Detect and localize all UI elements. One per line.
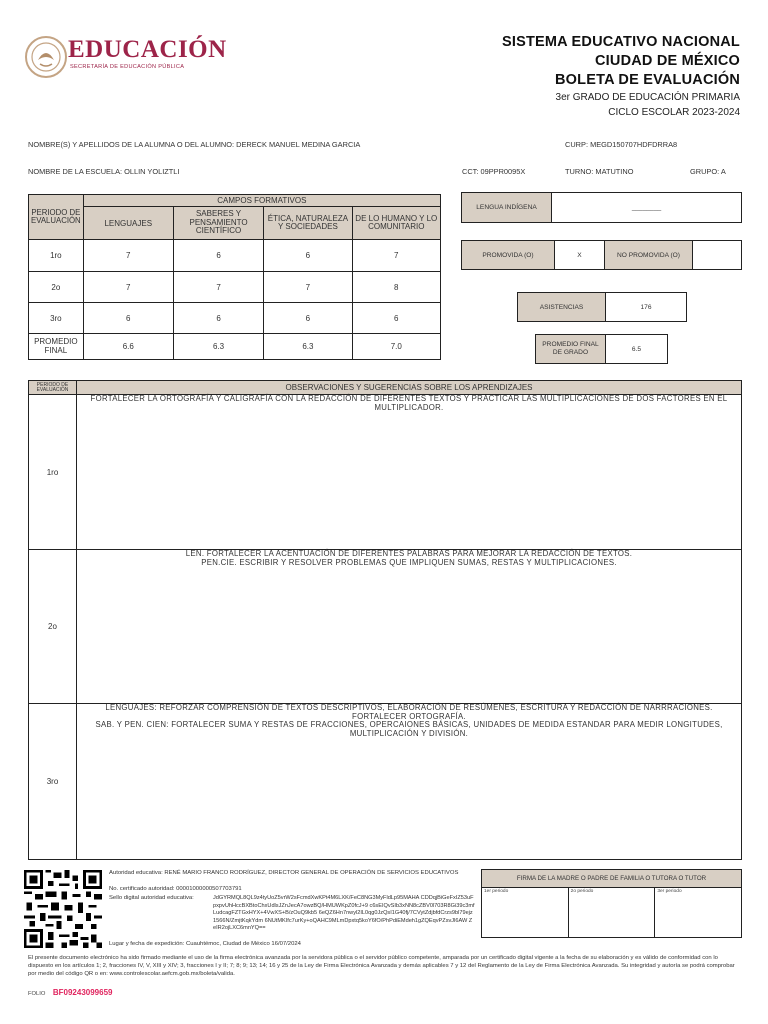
final-average-label: PROMEDIO FINAL DE GRADO (536, 335, 606, 363)
school-name: OLLIN YOLIZTLI (124, 167, 180, 176)
grade-cell: 7 (264, 272, 352, 303)
group-label: GRUPO: (690, 167, 720, 176)
promoted-box (461, 240, 742, 270)
qr-code-icon (24, 869, 102, 949)
seal-icon (24, 34, 68, 80)
cct-label: CCT: (462, 167, 479, 176)
signature-period: 2o periodo (569, 888, 656, 938)
final-average-value: 6.5 (631, 345, 642, 353)
shift-value: MATUTINO (595, 167, 634, 176)
cct-row (462, 167, 525, 176)
grade-cell: 7 (83, 272, 173, 303)
table-row (29, 704, 742, 860)
authority: Autoridad educativa: RENÉ MARIO FRANCO RODRÍGUEZ, DIRECTOR GENERAL DE OPERACIÓN DE SERVICIOS EDUCATIVOS (109, 870, 459, 876)
not-promoted-label: NO PROMOVIDA (O) (605, 241, 693, 269)
table-row (29, 334, 441, 360)
obs-text: LENGUAJES: REFORZAR COMPRENSIÓN DE TEXTOS DESCRIPTIVOS, ELABORACIÓN DE RESÚMENES, ESCRITURA Y REDACCIÓN DE NARRRACIONES. FORTALECER ORTOGRAFÍA. SAB. Y PEN. CIEN: FORTALECER SUMA Y RESTAS DE FRACCIONES, OPERCAIONES BÁSICAS, UNIDADES DE MEDIDA ESTANDAR PARA MEDIR LONGITUDES, MULTIPLICACIÓN Y DIVISIÓN. (77, 704, 742, 860)
grade-cell: 6.3 (173, 334, 263, 360)
indigenous-value: ________ (631, 204, 662, 211)
period-cell: 2o (29, 272, 84, 303)
signature-header: FIRMA DE LA MADRE O PADRE DE FAMILIA O TUTORA O TUTOR (482, 870, 741, 888)
grade-cell: 6 (264, 240, 352, 272)
obs-text: LEN. FORTALECER LA ACENTUACIÓN DE DIFERENTES PALABRAS PARA MEJORAR LA REDACCIÓN DE TEXTOS. PEN.CIE. ESCRIBIR Y RESOLVER PROBLEMAS QUE IMPLIQUEN SUMAS, RESTAS Y MULTIPLICACIONES. (77, 550, 742, 704)
attendance-label: ASISTENCIAS (518, 293, 606, 321)
header-grade: 3er GRADO DE EDUCACIÓN PRIMARIA (555, 92, 740, 103)
obs-period-cell: 1ro (29, 395, 77, 550)
grade-cell: 7 (83, 240, 173, 272)
folio-row (28, 982, 112, 1000)
obs-header: OBSERVACIONES Y SUGERENCIAS SOBRE LOS APRENDIZAJES (77, 381, 742, 395)
grade-cell: 6.3 (264, 334, 352, 360)
header-line3: BOLETA DE EVALUACIÓN (555, 72, 740, 88)
grade-cell: 7 (352, 240, 440, 272)
grade-cell: 6 (352, 303, 440, 334)
period-cell: 3ro (29, 303, 84, 334)
table-row (29, 272, 441, 303)
shift-label: TURNO: (565, 167, 594, 176)
curp-label: CURP: (565, 140, 588, 149)
student-name-row (28, 140, 360, 149)
indigenous-label: LENGUA INDÍGENA (462, 193, 552, 222)
certificate-number: No. certificado autoridad: 00001000000507703791 (109, 886, 242, 892)
logo (24, 34, 234, 82)
signature-box (481, 869, 742, 938)
promoted-value: X (555, 241, 605, 269)
not-promoted-value (693, 241, 741, 269)
observations-table (28, 380, 742, 860)
header-line1: SISTEMA EDUCATIVO NACIONAL (501, 34, 740, 50)
group-row (690, 167, 726, 176)
obs-period-cell: 2o (29, 550, 77, 704)
curp-value: MEGD150707HDFDRRA8 (590, 140, 678, 149)
col-header: ÉTICA, NATURALEZA Y SOCIEDADES (264, 207, 352, 240)
legal-notice: El presente documento electrónico ha sido firmado mediante el uso de la firma electrónica avanzada por la servidora pública o el servidor público competente, amparada por un certificado digital vigente a la fecha de su elaboración y es válido de conformidad con lo dispuesto en los artículos 1; 2, fracciones IV, V, XIII y XIV; 3, fracciones I y II; 7; 8; 9; 13; 14; 16 y 25 de la Ley de Firma Electrónica Avanzada y demás aplicables 7 y 12 del Reglamento de la Ley de Firma Electrónica Avanzada. Su integridad y autoría se podrá comprobar por medio del código QR o en: www.controlescolar.aefcm.gob.mx/boleta/valida. (28, 955, 735, 977)
signature-period: 1er periodo (482, 888, 569, 938)
seal-label: Sello digital autoridad educativa: (109, 895, 194, 901)
header-cycle: CICLO ESCOLAR 2023-2024 (608, 107, 740, 118)
grade-cell: 6.6 (83, 334, 173, 360)
logo-name: EDUCACIÓN (68, 36, 227, 63)
grades-table (28, 194, 441, 360)
shift-row (565, 167, 633, 176)
digital-seal: JdGYRMQL8QL9z4tyUoZ5vrW2sFcmdXwKPt4M6LXK/FeC8NG3MyFldLp95MAHA CDDqjBiGeFxIZ53uFpxpvUhHccBXBtoChxUdlsJZnJecA7owzBQ/HMUWKpZ0fcJ+9 c6sEIQvSIb3xNN8cZBV0l703R8Gi39c3mfLudcagFZTGxHYX+4VwXS+B/zOuQ9kb5 6eQZ6Hn7nwyl2IL0qg0JzQsI1G40fj/7CVytZdjbfdCrzs9bl79ejz1566N/ZmjtKqkYdm 6NUtMKIfc7urKy+oQAHC9MLmDpxtq5koY6fO/PhPdiEMdeh1gZQEqvPZsvJl6AW ZeIR2ojLXC6mnYQ== (213, 895, 475, 932)
obs-text: FORTALECER LA ORTOGRAFÍA Y CALIGRAFÍA CON LA REDACCIÓN DE DIFERENTES TEXTOS Y PRACTICAR LAS MULTIPLICACIONES DE DOS FACTORES EN EL MULTIPLICADOR. (77, 395, 742, 550)
table-row (29, 395, 742, 550)
header-line2: CIUDAD DE MÉXICO (595, 53, 740, 69)
period-cell: 1ro (29, 240, 84, 272)
grade-cell: 6 (264, 303, 352, 334)
table-row (29, 303, 441, 334)
grade-cell: 7 (173, 272, 263, 303)
obs-period-cell: 3ro (29, 704, 77, 860)
logo-tagline: SECRETARÍA DE EDUCACIÓN PÚBLICA (70, 64, 185, 70)
grade-cell: 7.0 (352, 334, 440, 360)
group-value: A (720, 167, 726, 176)
period-cell: PROMEDIO FINAL (29, 334, 84, 360)
grades-period-header: PERIODO DE EVALUACIÓN (29, 195, 84, 240)
grade-cell: 6 (173, 303, 263, 334)
final-average-box (535, 334, 668, 364)
col-header: DE LO HUMANO Y LO COMUNITARIO (352, 207, 440, 240)
attendance-value: 176 (640, 303, 652, 311)
place-date: Lugar y fecha de expedición: Cuauhtémoc, Ciudad de México 16/07/2024 (109, 941, 301, 947)
col-header: SABERES Y PENSAMIENTO CIENTÍFICO (173, 207, 263, 240)
col-header: LENGUAJES (83, 207, 173, 240)
folio-number: BF09243099659 (52, 988, 113, 997)
table-row (29, 240, 441, 272)
cct-value: 09PPR0095X (480, 167, 526, 176)
promoted-label: PROMOVIDA (O) (462, 241, 555, 269)
grade-cell: 6 (83, 303, 173, 334)
student-name: DERECK MANUEL MEDINA GARCIA (236, 140, 361, 149)
attendance-box (517, 292, 687, 322)
school-row (28, 167, 179, 176)
grade-cell: 6 (173, 240, 263, 272)
obs-period-header: PERIODO DE EVALUACIÓN (29, 381, 77, 395)
indigenous-language-box (461, 192, 742, 223)
signature-period: 3er periodo (657, 889, 682, 894)
curp-row (565, 140, 677, 149)
student-name-label: NOMBRE(S) Y APELLIDOS DE LA ALUMNA O DEL ALUMNO: (28, 140, 235, 149)
fields-header: CAMPOS FORMATIVOS (83, 195, 440, 207)
table-row (29, 550, 742, 704)
school-label: NOMBRE DE LA ESCUELA: (28, 167, 123, 176)
grade-cell: 8 (352, 272, 440, 303)
folio-label: FOLIO (28, 991, 46, 997)
